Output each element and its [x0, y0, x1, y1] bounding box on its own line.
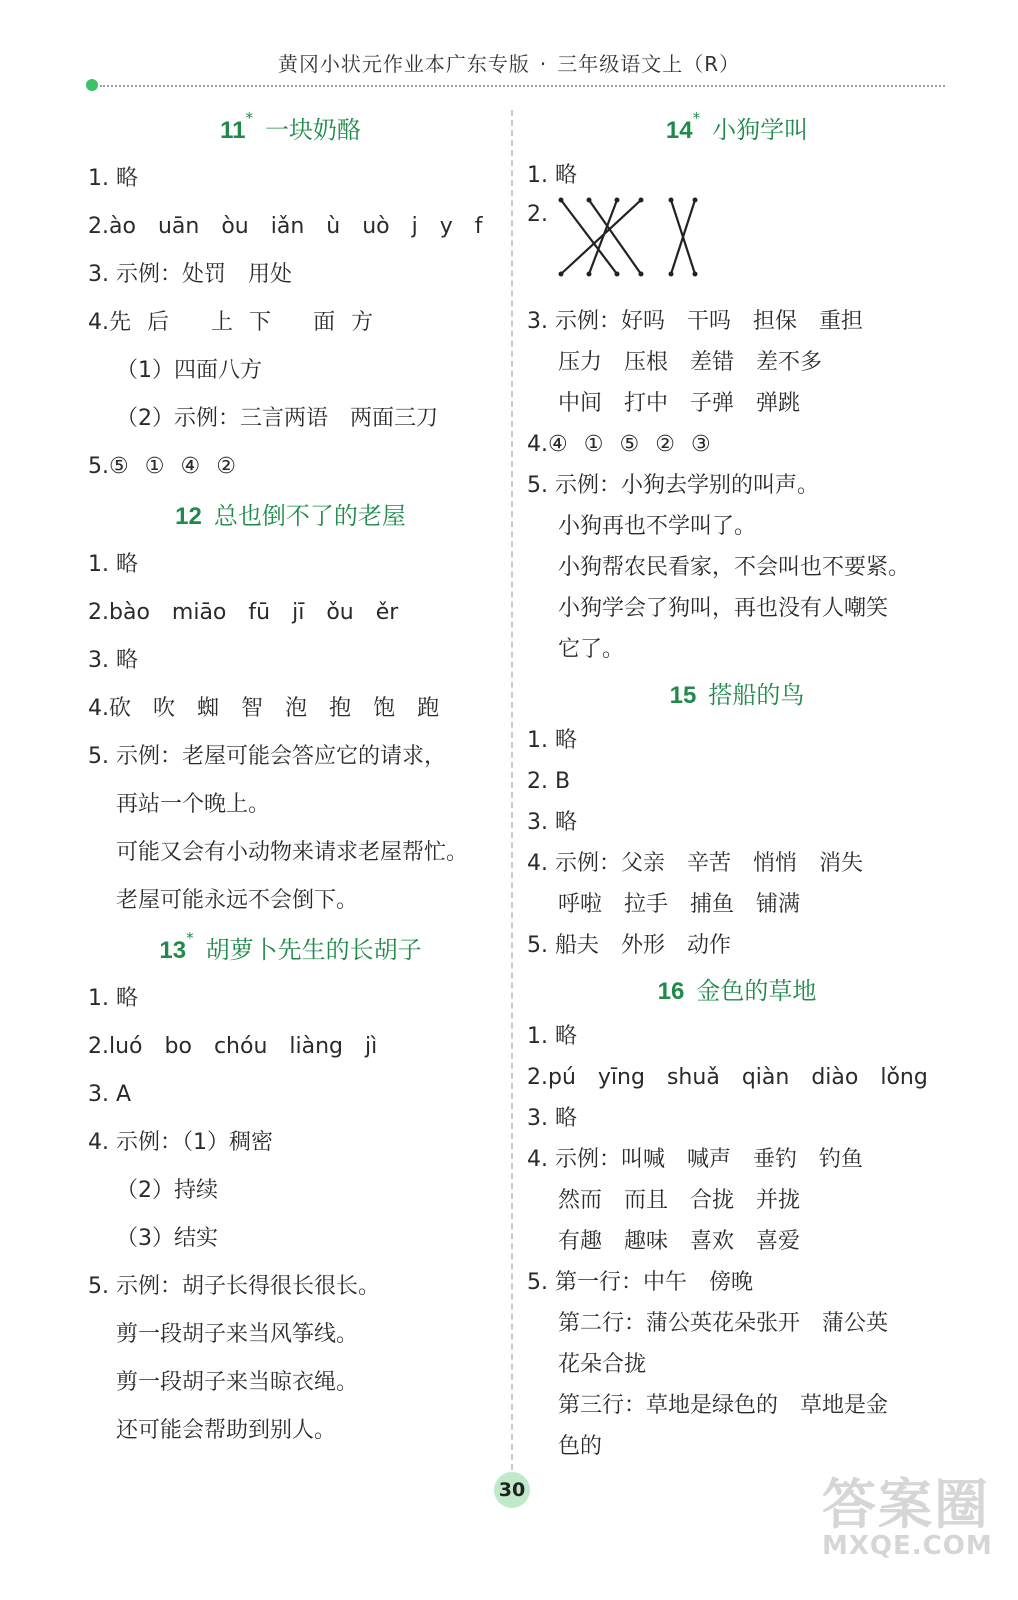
l16-q5-e: 色的 [558, 1434, 603, 1459]
answer-token: j [411, 214, 418, 239]
answer-token: 下 [249, 310, 272, 335]
answer-token: ǒu [326, 600, 354, 625]
running-header [0, 48, 1018, 77]
l16-q2: 2.pú yīng shuǎ qiàn diào lǒng [527, 1065, 928, 1090]
answer-token: uān [157, 214, 200, 239]
l12-q5-c: 可能又会有小动物来请求老屋帮忙。 [116, 840, 469, 865]
lesson-14-title: 14* 小狗学叫 [665, 109, 809, 144]
answer-token: ù [326, 214, 341, 239]
lesson-13-title: 13* 胡萝卜先生的长胡子 [159, 929, 422, 964]
answer-token: ④ [548, 432, 568, 457]
answer-token: ào [109, 214, 136, 239]
l16-q4-a: 4. 示例：叫喊 喊声 垂钓 钓鱼 [527, 1147, 863, 1172]
l14-q5-d: 小狗学会了狗叫，再也没有人嘲笑 [558, 596, 889, 621]
l16-q4-b: 然而 而且 合拢 并拢 [558, 1188, 801, 1213]
answer-token: 砍 [109, 696, 132, 721]
answer-token: ② [216, 454, 236, 479]
answer-token: ⑤ [619, 432, 640, 457]
answer-token: 跑 [417, 696, 440, 721]
l16-q5-a: 5. 第一行：中午 傍晚 [527, 1270, 753, 1295]
answer-token: ěr [375, 600, 399, 625]
right-column [527, 105, 947, 1467]
l16-q5-d: 第三行：草地是绿色的 草地是金 [558, 1393, 889, 1418]
answer-token: luó [109, 1034, 143, 1059]
answer-token: ② [655, 432, 675, 457]
answer-token: bào [109, 600, 150, 625]
l15-q3: 3. 略 [527, 810, 577, 835]
answer-token: f [474, 214, 483, 239]
answer-token: qiàn [741, 1065, 790, 1090]
l14-q3-a: 3. 示例：好吗 干吗 担保 重担 [527, 309, 863, 334]
l11-q4: 4.先 后 上 下 面 方 [88, 310, 374, 335]
answer-token: ④ [180, 454, 201, 479]
answer-token: y [439, 214, 453, 239]
watermark-logo: 答案圈 MXQE.COM [822, 1473, 993, 1561]
l11-q2: 2.ào uān òu iǎn ù uò j y f [88, 214, 483, 239]
l15-q4-b: 呼啦 拉手 捕鱼 铺满 [558, 892, 801, 917]
answer-token: 智 [241, 696, 264, 721]
l12-q3: 3. 略 [88, 648, 138, 673]
l11-q3: 3. 示例：处罚 用处 [88, 262, 292, 287]
answer-token: 抱 [329, 696, 352, 721]
l13-q5-c: 剪一段胡子来当晾衣绳。 [116, 1370, 359, 1395]
l12-q5-a: 5. 示例：老屋可能会答应它的请求， [88, 744, 446, 769]
l11-q5: 5.⑤ ① ④ ② [88, 454, 236, 479]
l12-q5-b: 再站一个晚上。 [116, 792, 271, 817]
column-divider [511, 110, 513, 1490]
answer-token: 方 [351, 310, 374, 335]
answer-token: pú [548, 1065, 576, 1090]
l13-q4-c: （3）结实 [116, 1226, 218, 1251]
l13-q5-b: 剪一段胡子来当风筝线。 [116, 1322, 359, 1347]
l14-q4: 4.④ ① ⑤ ② ③ [527, 432, 711, 457]
answer-token: jì [365, 1034, 378, 1059]
answer-token: chóu [213, 1034, 268, 1059]
answer-token: 后 [147, 310, 170, 335]
l11-q4-a: （1）四面八方 [116, 358, 262, 383]
l11-q1: 1. 略 [88, 166, 138, 191]
l14-q3-c: 中间 打中 子弹 弹跳 [558, 391, 801, 416]
l16-q3: 3. 略 [527, 1106, 577, 1131]
l16-q5-b: 第二行：蒲公英花朵张开 蒲公英 [558, 1311, 889, 1336]
l15-q2: 2. B [527, 769, 571, 794]
answer-token: diào [811, 1065, 859, 1090]
answer-token: miāo [171, 600, 227, 625]
grade-label: 三年级语文上（R） [557, 52, 741, 76]
l14-q5-c: 小狗帮农民看家，不会叫也不要紧。 [558, 555, 911, 580]
page-number: 30 [494, 1472, 530, 1508]
answer-token: 饱 [373, 696, 396, 721]
book-title: 黄冈小状元作业本广东专版 [277, 52, 530, 76]
green-dot-marker [86, 79, 98, 91]
answer-token: lǒng [880, 1065, 928, 1090]
l12-q5-d: 老屋可能永远不会倒下。 [116, 888, 359, 913]
answer-token: 先 [109, 310, 132, 335]
l13-q1: 1. 略 [88, 986, 138, 1011]
l13-q5-a: 5. 示例：胡子长得很长很长。 [88, 1274, 380, 1299]
lesson-15-title: 15 搭船的鸟 [669, 681, 805, 709]
matching-lines-diagram [555, 196, 705, 278]
l15-q1: 1. 略 [527, 728, 577, 753]
l13-q4-b: （2）持续 [116, 1178, 218, 1203]
l13-q2: 2.luó bo chóu liàng jì [88, 1034, 378, 1059]
answer-token: 面 [313, 310, 336, 335]
answer-token: fū [248, 600, 271, 625]
l12-q4: 4.砍 吹 蜘 智 泡 抱 饱 跑 [88, 696, 440, 721]
answer-token: uò [362, 214, 390, 239]
answer-token: shuǎ [666, 1065, 720, 1090]
answer-token: yīng [597, 1065, 645, 1090]
answer-token: 泡 [285, 696, 308, 721]
answer-token: ③ [690, 432, 711, 457]
answer-token: ① [583, 432, 604, 457]
l14-q5-b: 小狗再也不学叫了。 [558, 514, 757, 539]
left-column [88, 105, 493, 1455]
l12-q2: 2.bào miāo fū jī ǒu ěr [88, 600, 399, 625]
l14-q2: 2. [527, 196, 947, 301]
lesson-12-title: 12 总也倒不了的老屋 [175, 502, 406, 530]
l16-q5-c: 花朵合拢 [558, 1352, 647, 1377]
l15-q4-a: 4. 示例：父亲 辛苦 悄悄 消失 [527, 851, 863, 876]
l14-q3-b: 压力 压根 差错 差不多 [558, 350, 823, 375]
l13-q5-d: 还可能会帮助到别人。 [116, 1418, 337, 1443]
answer-token: 吹 [153, 696, 176, 721]
lesson-16-title: 16 金色的草地 [657, 977, 817, 1005]
answer-token: ① [144, 454, 165, 479]
answer-token: ⑤ [109, 454, 129, 479]
l15-q5: 5. 船夫 外形 动作 [527, 933, 731, 958]
l14-q1: 1. 略 [527, 163, 577, 188]
l12-q1: 1. 略 [88, 552, 138, 577]
answer-token: jī [292, 600, 305, 625]
l16-q4-c: 有趣 趣味 喜欢 喜爱 [558, 1229, 801, 1254]
lesson-11-title: 11* 一块奶酪 [220, 109, 361, 144]
answer-token: 上 [211, 310, 234, 335]
answer-token: bo [164, 1034, 192, 1059]
answer-token: iǎn [270, 214, 305, 239]
answer-token: 蜘 [197, 696, 220, 721]
l16-q1: 1. 略 [527, 1024, 577, 1049]
l14-q5-e: 它了。 [558, 637, 625, 662]
header-dot: · [539, 52, 548, 76]
answer-token: òu [221, 214, 249, 239]
header-dotted-rule [100, 85, 945, 87]
l13-q3: 3. A [88, 1082, 132, 1107]
l13-q4-a: 4. 示例：（1）稠密 [88, 1130, 273, 1155]
l11-q4-b: （2）示例：三言两语 两面三刀 [116, 406, 438, 431]
l14-q5-a: 5. 示例：小狗去学别的叫声。 [527, 473, 819, 498]
answer-token: liàng [289, 1034, 344, 1059]
